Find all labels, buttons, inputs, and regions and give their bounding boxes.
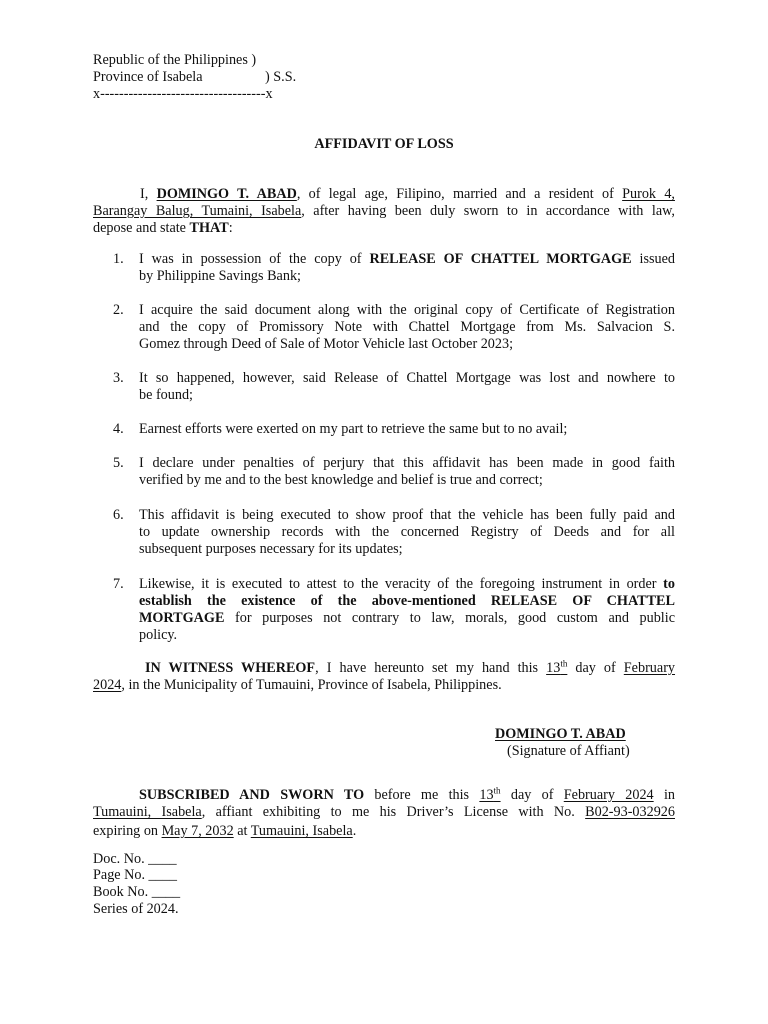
item-number: 2. xyxy=(113,302,124,318)
item-number: 1. xyxy=(113,251,124,267)
book-number: Book No. ____ xyxy=(93,884,181,900)
item-number: 3. xyxy=(113,370,124,386)
intro-line-1: I, DOMINGO T. ABAD, of legal age, Filipino, married and a resident of Purok 4, xyxy=(140,186,675,202)
jurat-line-2: Tumauini, Isabela, affiant exhibiting to me his Driver’s License with No. B02-93-032926 xyxy=(93,804,675,820)
item-number: 7. xyxy=(113,576,124,592)
signature-name: DOMINGO T. ABAD xyxy=(495,726,626,742)
doc-number: Doc. No. ____ xyxy=(93,851,177,867)
item-number: 5. xyxy=(113,455,124,471)
intro-line-3: depose and state THAT: xyxy=(93,220,233,236)
affiant-name: DOMINGO T. ABAD xyxy=(156,186,297,202)
affidavit-page: Republic of the Philippines ) Province of Isabela ) S.S. x-----------------------------------x AFFIDAVIT OF LOSS I, DOMINGO T. ABAD, of legal age, Filipino, married and a resident of Purok 4, Barangay Balug, Tumaini, Isabela, after having been duly sworn to in accordance with law, depose and state THAT: 1. I was in possession of the copy of RELEASE OF CHATTEL MORTGAGE issued by Philippine Savings Bank; 2. I acquire the said document along with the original copy of Certificate of Registration and the copy of Promissory Note with Chattel Mortgage from Ms. Salvacion S. Gomez through Deed of Sale of Motor Vehicle last October 2023; 3. It so happened, however, said Release of Chattel Mortgage was lost and nowhere to be found; 4. Earnest efforts were exerted on my part to retrieve the same but to no avail; 5. I declare under penalties of perjury that this affidavit has been made in good faith verified by me and to the best knowledge and belief is true and correct; 6. This affidavit is being executed to show proof that the vehicle has been fully paid and to update ownership records with the concerned Registry of Deeds and for all subsequent purposes necessary for its updates; 7. Likewise, it is executed to attest to the veracity of the foregoing instrument in order to establish the existence of the above-mentioned RELEASE OF CHATTEL MORTGAGE for purposes not contrary to law, morals, good custom and public policy. IN WITNESS WHEREOF, I have hereunto set my hand this 13th day of February 2024, in the Municipality of Tumauini, Province of Isabela, Philippines. DOMINGO T. ABAD (Signature of Affiant) SUBSCRIBED AND SWORN TO before me this 13th day of February 2024 in Tumauini, Isabela, affiant exhibiting to me his Driver’s License with No. B02-93-032926 expiring on May 7, 2032 at Tumauini, Isabela. Doc. No. ____ Page No. ____ Book No. ____ Series of 2024. xyxy=(0,0,768,1024)
witness-line-2: 2024, in the Municipality of Tumauini, Province of Isabela, Philippines. xyxy=(93,677,502,693)
series-year: Series of 2024. xyxy=(93,901,179,917)
item-number: 4. xyxy=(113,421,124,437)
document-title: AFFIDAVIT OF LOSS xyxy=(314,136,454,152)
intro-line-2: Barangay Balug, Tumaini, Isabela, after having been duly sworn to in accordance with law, xyxy=(93,203,675,219)
witness-line-1: IN WITNESS WHEREOF, I have hereunto set my hand this 13th day of February xyxy=(145,658,676,676)
caption-ss: ) S.S. xyxy=(265,69,297,85)
page-number: Page No. ____ xyxy=(93,867,177,883)
jurat-line-1: SUBSCRIBED AND SWORN TO before me this 13th day of February 2024 in xyxy=(139,785,675,803)
caption-divider: x-----------------------------------x xyxy=(93,86,273,102)
item-number: 6. xyxy=(113,507,124,523)
signature-label: (Signature of Affiant) xyxy=(507,743,630,759)
caption-province: Province of Isabela xyxy=(93,69,203,85)
caption-republic: Republic of the Philippines ) xyxy=(93,52,257,68)
jurat-line-3: expiring on May 7, 2032 at Tumauini, Isabela. xyxy=(93,823,357,839)
